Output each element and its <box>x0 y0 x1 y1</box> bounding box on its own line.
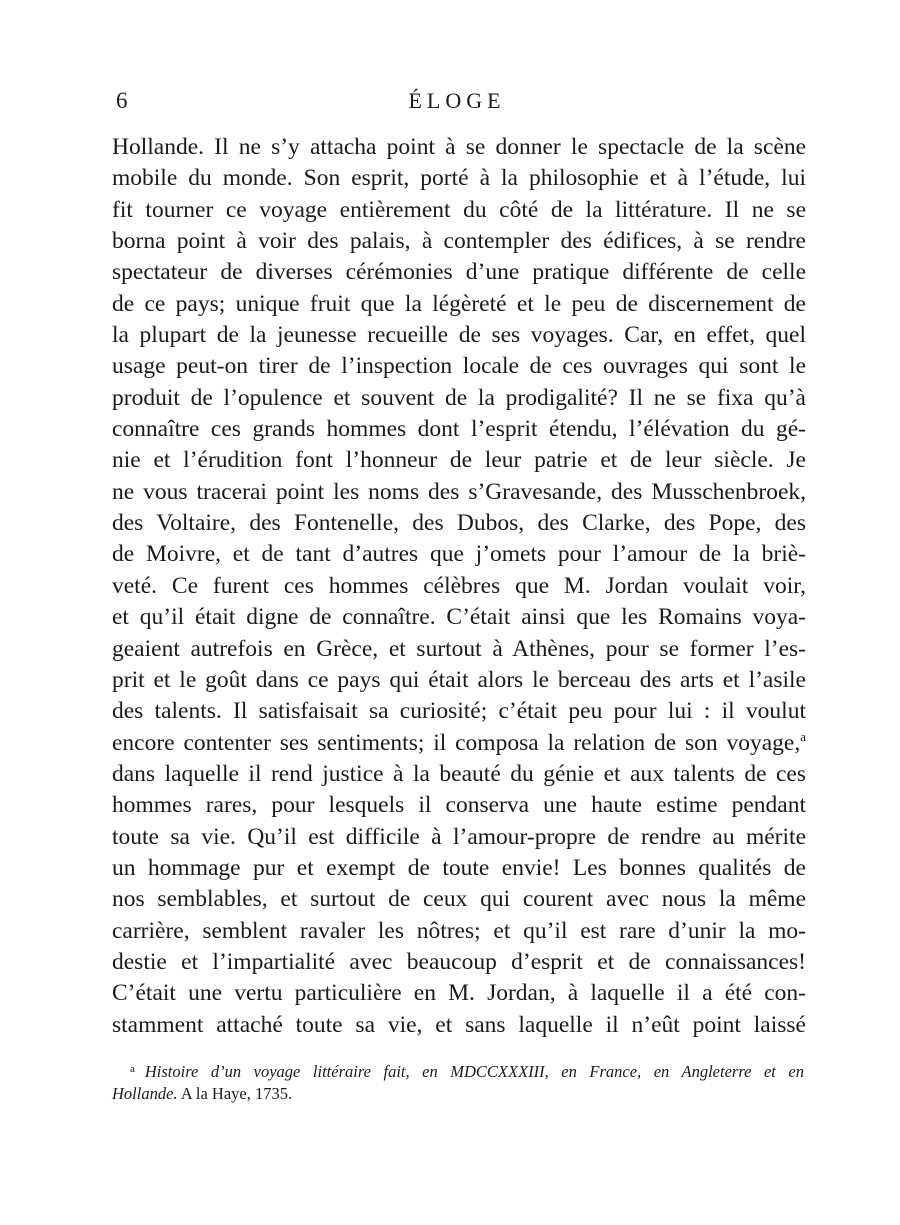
text-line: ne vous tracerai point les noms des s’Gravesande, des Musschenbroek, <box>112 478 806 505</box>
text-line: prit et le goût dans ce pays qui était alors le berceau des arts et l’asile <box>112 666 806 693</box>
text-line: veté. Ce furent ces hommes célèbres que M. Jordan voulait voir, <box>112 572 806 599</box>
text-line: nos semblables, et surtout de ceux qui courent avec nous la même <box>112 886 806 913</box>
text-line: des talents. Il satisfaisait sa curiosité; c’était peu pour lui : il voulut <box>112 698 806 725</box>
text-line: geaient autrefois en Grèce, et surtout à Athènes, pour se former l’es- <box>112 635 806 662</box>
text-line: nie et l’érudition font l’honneur de leur patrie et de leur siècle. Je <box>112 447 806 474</box>
text-line: un hommage pur et exempt de toute envie! Les bonnes qualités de <box>112 854 806 881</box>
text-line: dans laquelle il rend justice à la beauté du génie et aux talents de ces <box>112 760 806 787</box>
text-line: toute sa vie. Qu’il est difficile à l’amour-propre de rendre au mérite <box>112 823 806 850</box>
text-line: de ce pays; unique fruit que la légèreté et le peu de discernement de <box>112 290 806 317</box>
text-line: C’était une vertu particulière en M. Jordan, à laquelle il a été con- <box>112 980 806 1007</box>
text-line: et qu’il était digne de connaître. C’était ainsi que les Romains voya- <box>112 604 806 631</box>
text-line: la plupart de la jeunesse recueille de ses voyages. Car, en effet, quel <box>112 322 806 349</box>
footnote-place-date: A la Haye, 1735. <box>177 1084 293 1103</box>
text-line: fit tourner ce voyage entièrement du côté de la littérature. Il ne se <box>112 196 806 223</box>
footnote-line <box>112 1058 804 1083</box>
text-line: spectateur de diverses cérémonies d’une pratique différente de celle <box>112 259 806 286</box>
footnote-marker: a <box>800 728 806 744</box>
text-line: de Moivre, et de tant d’autres que j’omets pour l’amour de la briè- <box>112 541 806 568</box>
text-line: Hollande. Il ne s’y attacha point à se donner le spectacle de la scène <box>112 134 806 160</box>
text-line: usage peut-on tirer de l’inspection locale de ces ouvrages qui sont le <box>112 353 806 380</box>
footnote-ref-marker: a <box>130 1063 135 1075</box>
running-title: ÉLOGE <box>408 88 506 113</box>
text-line-content: encore contenter ses sentiments; il composa la relation de son voyage, <box>112 729 801 756</box>
text-line: des Voltaire, des Fontenelle, des Dubos, des Clarke, des Pope, des <box>112 510 806 537</box>
text-line: stamment attaché toute sa vie, et sans laquelle il n’eût point laissé <box>112 1011 806 1038</box>
page-number: 6 <box>116 88 129 113</box>
text-line-with-footnote <box>112 728 806 759</box>
text-line: connaître ces grands hommes dont l’esprit étendu, l’élévation du gé- <box>112 416 806 443</box>
footnote <box>112 1058 804 1105</box>
text-line: borna point à voir des palais, à contempler des édifices, à se rendre <box>112 228 806 255</box>
footnote-book-title-end: Hollande. <box>112 1084 178 1103</box>
text-line: mobile du monde. Son esprit, porté à la philosophie et à l’étude, lui <box>112 165 806 192</box>
footnote-line <box>112 1083 804 1105</box>
text-line: destie et l’impartialité avec beaucoup d’esprit et de connaissances! <box>112 948 806 975</box>
text-line: produit de l’opulence et souvent de la prodigalité? Il ne se fixa qu’à <box>112 384 806 411</box>
running-head <box>112 88 802 122</box>
footnote-book-title: Histoire d’un voyage littéraire fait, en MDCCXXXIII, en France, en Angleterre et en <box>144 1062 804 1081</box>
text-line: carrière, semblent ravaler les nôtres; et qu’il est rare d’unir la mo- <box>112 917 806 944</box>
body-text <box>112 132 806 1041</box>
text-line: hommes rares, pour lesquels il conserva une haute estime pendant <box>112 792 806 819</box>
